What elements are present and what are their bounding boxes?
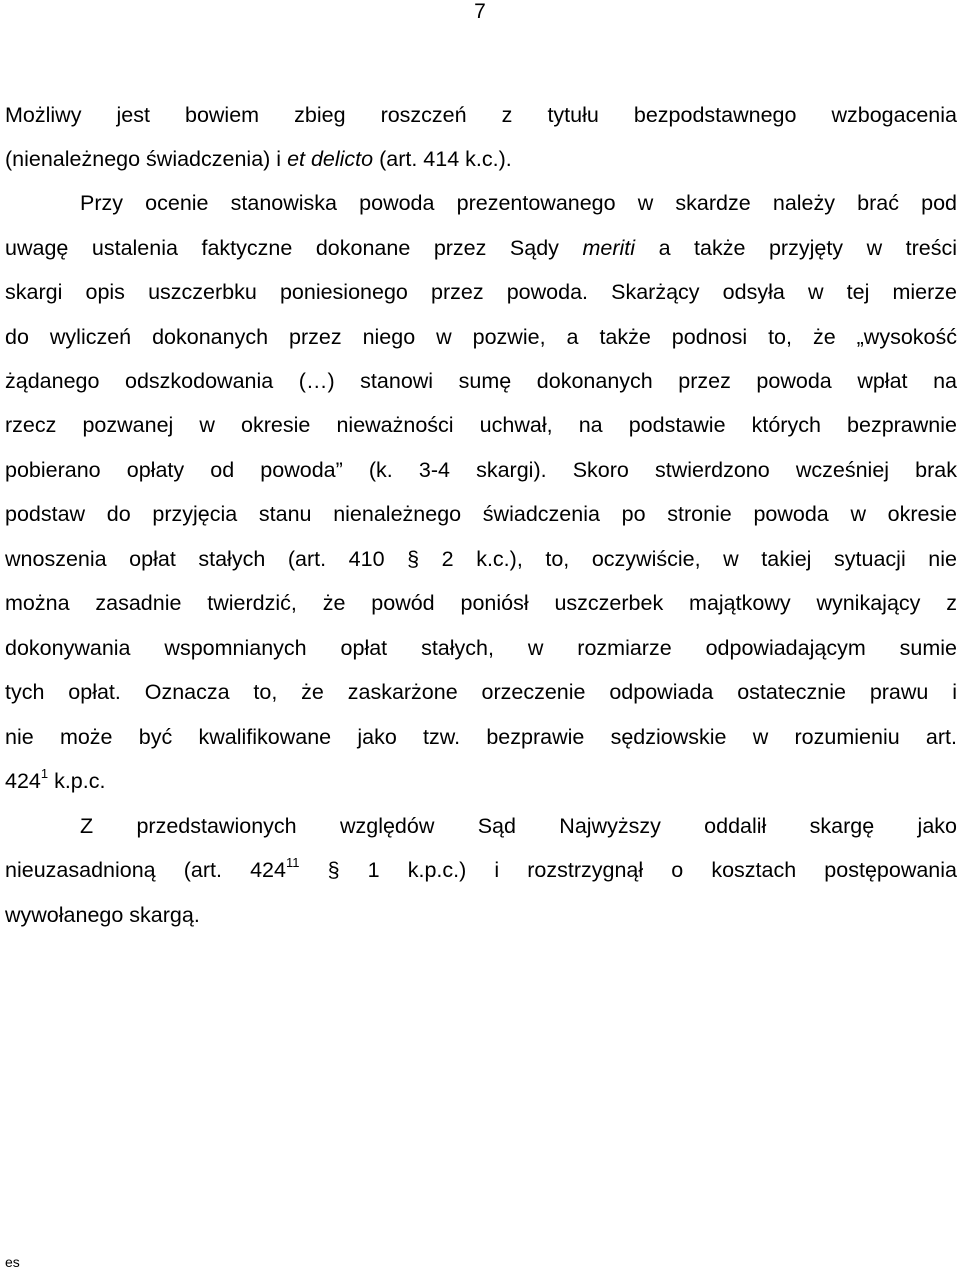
footer-mark: es (5, 1254, 20, 1270)
text-line: nie może być kwalifikowane jako tzw. bezprawie sędziowskie w rozumieniu art. (5, 725, 957, 749)
text-line: Możliwy jest bowiem zbieg roszczeń z tytułu bezpodstawnego wzbogacenia (5, 103, 957, 127)
latin-term: et delicto (287, 147, 374, 171)
text-line: dokonywania wspomnianych opłat stałych, w rozmiarze odpowiadającym sumie (5, 636, 957, 660)
text-line: do wyliczeń dokonanych przez niego w pozwie, a także podnosi to, że „wysokość (5, 325, 957, 349)
text-line: wnoszenia opłat stałych (art. 410 § 2 k.c.), to, oczywiście, w takiej sytuacji nie (5, 547, 957, 571)
page-number: 7 (474, 0, 486, 23)
text-line: można zasadnie twierdzić, że powód poniósł uszczerbek majątkowy wynikający z (5, 591, 957, 615)
paragraph-start-line: Z przedstawionych względów Sąd Najwyższy oddalił skargę jako (80, 814, 957, 838)
text-line: (nienależnego świadczenia) i et delicto (art. 414 k.c.). (5, 147, 512, 171)
text-line: żądanego odszkodowania (…) stanowi sumę dokonanych przez powoda wpłat na (5, 369, 957, 393)
text-line: pobierano opłaty od powoda” (k. 3-4 skargi). Skoro stwierdzono wcześniej brak (5, 458, 957, 482)
text-line: podstaw do przyjęcia stanu nienależnego świadczenia po stronie powoda w okresie (5, 502, 957, 526)
latin-term: meriti (582, 236, 636, 260)
text-line: rzecz pozwanej w okresie nieważności uchwał, na podstawie których bezprawnie (5, 413, 957, 437)
superscript: 1 (40, 765, 49, 781)
superscript: 11 (285, 854, 300, 870)
text-line: tych opłat. Oznacza to, że zaskarżone orzeczenie odpowiada ostatecznie prawu i (5, 680, 957, 704)
text-line: skargi opis uszczerbku poniesionego przez powoda. Skarżący odsyła w tej mierze (5, 280, 957, 304)
text-line: $424^1$ k.p.c. (5, 765, 106, 793)
text-line: nieuzasadnioną (art. $424^{11}$ § 1 k.p.c.) i rozstrzygnął o kosztach postępowania (5, 854, 957, 882)
text-line: wywołanego skargą. (5, 903, 200, 927)
paragraph-start-line: Przy ocenie stanowiska powoda prezentowanego w skardze należy brać pod (80, 191, 957, 215)
text-line: uwagę ustalenia faktyczne dokonane przez Sądy meriti a także przyjęty w treści (5, 236, 958, 260)
